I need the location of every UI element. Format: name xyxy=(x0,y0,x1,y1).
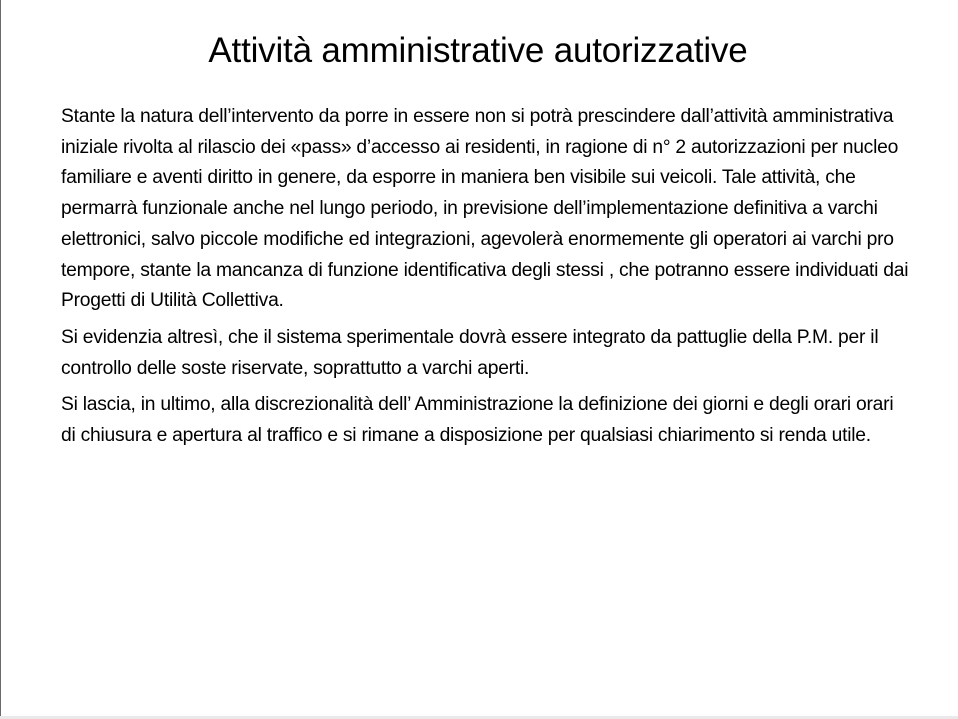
paragraph-pass-authorization: Stante la natura dell’intervento da porre in essere non si potrà prescindere dall’attività amministrativa iniziale rivolta al rilascio dei «pass» d’accesso ai residenti, in ragione di n° 2 autorizzazioni per nucleo familiare e aventi diritto in genere, da esporre in maniera ben visibile sui veicoli. Tale attività, che permarrà funzionale anche nel lungo periodo, in previsione dell’implementazione definitiva a varchi elettronici, salvo piccole modifiche ed integrazioni, agevolerà enormemente gli operatori ai varchi pro tempore, stante la mancanza di funzione identificativa degli stessi , che potranno essere individuati dai Progetti di Utilità Collettiva. xyxy=(61,106,909,312)
paragraph-administration-discretion: Si lascia, in ultimo, alla discrezionalità dell’ Amministrazione la definizione dei giorni e degli orari orari di chiusura e apertura al traffico e si rimane a disposizione per qualsiasi chiarimento si renda utile. xyxy=(61,394,894,447)
paragraph-patrol-integration: Si evidenzia altresì, che il sistema sperimentale dovrà essere integrato da pattuglie della P.M. per il controllo delle soste riservate, soprattutto a varchi aperti. xyxy=(61,326,879,379)
slide-body xyxy=(61,102,911,458)
slide-title: Attività amministrative autorizzative xyxy=(208,31,748,70)
